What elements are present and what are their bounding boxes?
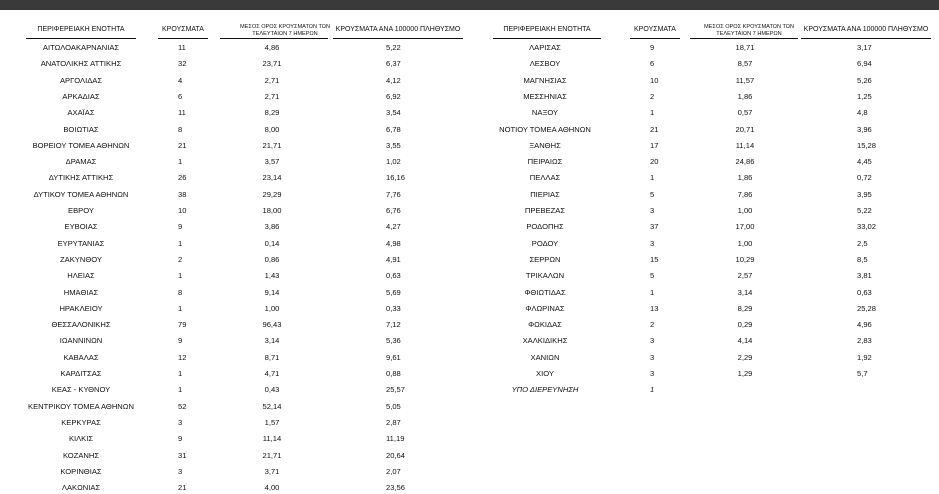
cases-cell: 9: [178, 434, 183, 444]
region-cell: ΛΕΣΒΟΥ: [529, 59, 561, 69]
table-row: [0, 75, 939, 87]
region-cell: ΚΕΑΣ - ΚΥΘΝΟΥ: [51, 385, 111, 395]
region-cell: ΚΟΡΙΝΘΙΑΣ: [60, 466, 102, 476]
mean-cell: 29,29: [262, 189, 282, 199]
per100k-cell: 4,98: [386, 238, 401, 248]
header-per100k: ΚΡΟΥΣΜΑΤΑ ΑΝΑ 100000 ΠΛΗΘΥΣΜΟ: [335, 26, 461, 33]
region-cell: ΠΙΕΡΙΑΣ: [530, 189, 560, 199]
header-underline: [333, 38, 463, 39]
cases-cell: 3: [650, 352, 655, 362]
mean-cell: 24,86: [735, 157, 755, 167]
cases-cell: 5: [650, 189, 655, 199]
region-cell: ΚΕΝΤΡΙΚΟΥ ΤΟΜΕΑ ΑΘΗΝΩΝ: [28, 401, 134, 411]
region-cell: ΣΕΡΡΩΝ: [529, 254, 561, 264]
header-underline: [26, 38, 136, 39]
top-bar: [0, 0, 939, 10]
header-mean: [688, 24, 810, 37]
cases-cell: 1: [178, 238, 183, 248]
mean-cell: 3,14: [264, 336, 280, 346]
table-row: [0, 91, 939, 103]
mean-cell: 4,00: [264, 483, 280, 493]
table-row: [0, 270, 939, 282]
per100k-cell: 7,76: [386, 189, 401, 199]
region-cell: ΑΡΚΑΔΙΑΣ: [62, 91, 100, 101]
cases-cell: 3: [650, 336, 655, 346]
cases-cell: 11: [178, 108, 186, 118]
region-cell: ΗΡΑΚΛΕΙΟΥ: [59, 303, 103, 313]
per100k-cell: 33,02: [857, 222, 877, 232]
region-cell: ΑΙΤΩΛΟΑΚΑΡΝΑΝΙΑΣ: [42, 43, 120, 52]
mean-cell: 18,71: [735, 43, 755, 52]
cases-cell: 10: [178, 206, 187, 215]
header-underline: [158, 38, 208, 39]
cases-cell: 37: [650, 222, 659, 232]
region-cell: ΞΑΝΘΗΣ: [529, 140, 561, 150]
mean-cell: 8,29: [737, 303, 753, 313]
cases-cell: 6: [178, 91, 183, 101]
mean-cell: 17,00: [735, 222, 755, 232]
region-cell: ΠΕΙΡΑΙΩΣ: [527, 157, 563, 167]
header-cases: ΚΡΟΥΣΜΑΤΑ: [162, 26, 204, 33]
region-cell: ΔΡΑΜΑΣ: [65, 157, 97, 167]
mean-cell: 1,00: [737, 238, 753, 248]
mean-cell: 11,57: [735, 75, 755, 85]
region-cell: ΧΑΛΚΙΔΙΚΗΣ: [522, 336, 568, 346]
table-row: [0, 466, 939, 478]
header-underline: [220, 38, 328, 39]
cases-cell: 9: [178, 222, 183, 232]
table-row: [0, 107, 939, 119]
header-region: ΠΕΡΙΦΕΡΕΙΑΚΗ ΕΝΟΤΗΤΑ: [503, 26, 591, 33]
mean-cell: 0,86: [264, 254, 280, 264]
table-row: [0, 140, 939, 152]
mean-cell: 1,57: [264, 417, 280, 427]
per100k-cell: 6,92: [386, 91, 401, 101]
per100k-cell: 1,02: [386, 157, 401, 167]
header-mean-line2: ΤΕΛΕΥΤΑΙΩΝ 7 ΗΜΕΡΩΝ: [252, 30, 318, 37]
region-cell: ΧΑΝΙΩΝ: [530, 352, 560, 362]
mean-cell: 4,14: [737, 336, 753, 346]
per100k-cell: 5,05: [386, 401, 401, 411]
per100k-cell: 3,54: [386, 108, 401, 118]
table-row: [0, 238, 939, 250]
mean-cell: 0,57: [737, 108, 753, 118]
mean-cell: 20,71: [735, 124, 755, 134]
per100k-cell: 3,95: [857, 189, 872, 199]
per100k-cell: 5,69: [386, 287, 401, 297]
per100k-cell: 3,55: [386, 140, 401, 150]
cases-cell: 1: [178, 271, 183, 281]
cases-cell: 52: [178, 401, 187, 411]
per100k-cell: 2,5: [857, 238, 868, 248]
cases-cell: 21: [178, 483, 187, 493]
cases-cell: 6: [650, 59, 655, 69]
per100k-cell: 20,64: [386, 450, 406, 460]
per100k-cell: 0,88: [386, 369, 401, 378]
region-cell: ΦΘΙΩΤΙΔΑΣ: [524, 287, 566, 297]
region-cell: ΛΑΚΩΝΙΑΣ: [61, 483, 101, 493]
cases-cell: 12: [178, 352, 187, 362]
mean-cell: 1,86: [737, 91, 753, 101]
table-row: [0, 352, 939, 364]
mean-cell: 1,00: [264, 303, 280, 313]
header-region: ΠΕΡΙΦΕΡΕΙΑΚΗ ΕΝΟΤΗΤΑ: [37, 26, 125, 33]
per100k-cell: 0,63: [857, 287, 872, 297]
region-cell: ΝΑΞΟΥ: [531, 108, 559, 118]
region-cell: ΠΡΕΒΕΖΑΣ: [524, 206, 566, 215]
region-cell: ΚΑΒΑΛΑΣ: [63, 352, 99, 362]
cases-cell: 1: [650, 287, 655, 297]
per100k-cell: 0,72: [857, 173, 872, 183]
cases-cell: 2: [650, 91, 655, 101]
per100k-cell: 4,45: [857, 157, 872, 167]
region-cell: ΙΩΑΝΝΙΝΩΝ: [59, 336, 103, 346]
per100k-cell: 3,17: [857, 43, 872, 52]
mean-cell: 52,14: [262, 401, 282, 411]
header-underline: [690, 38, 798, 39]
per100k-cell: 6,76: [386, 206, 401, 215]
mean-cell: 0,14: [264, 238, 280, 248]
region-cell: ΧΙΟΥ: [536, 369, 554, 378]
table-row: [0, 189, 939, 201]
per100k-cell: 0,33: [386, 303, 401, 313]
mean-cell: 11,14: [735, 140, 755, 150]
header-mean-line1: ΜΕΣΟΣ ΟΡΟΣ ΚΡΟΥΣΜΑΤΩΝ ΤΩΝ: [240, 24, 330, 30]
region-cell: ΚΙΛΚΙΣ: [68, 434, 94, 444]
per100k-cell: 2,07: [386, 466, 401, 476]
per100k-cell: 2,87: [386, 417, 401, 427]
region-cell: ΡΟΔΟΥ: [531, 238, 559, 248]
per100k-cell: 7,12: [386, 320, 401, 330]
region-cell: ΕΥΒΟΙΑΣ: [64, 222, 98, 232]
mean-cell: 2,29: [737, 352, 753, 362]
mean-cell: 3,86: [264, 222, 280, 232]
per100k-cell: 5,22: [857, 206, 872, 215]
cases-cell: 1: [178, 157, 183, 167]
table-row: [0, 417, 939, 429]
mean-cell: 18,00: [262, 206, 282, 215]
cases-cell: 15: [650, 254, 659, 264]
table-row: [0, 124, 939, 136]
cases-cell: 9: [178, 336, 183, 346]
cases-cell: 5: [650, 271, 655, 281]
region-cell: ΚΑΡΔΙΤΣΑΣ: [60, 369, 102, 378]
mean-cell: 3,57: [264, 157, 280, 167]
mean-cell: 1,00: [737, 206, 753, 215]
region-cell: ΗΛΕΙΑΣ: [67, 271, 95, 281]
table-row: [0, 319, 939, 331]
mean-cell: 1,43: [264, 271, 280, 281]
per100k-cell: 4,27: [386, 222, 401, 232]
per100k-cell: 25,57: [386, 385, 406, 395]
mean-cell: 7,86: [737, 189, 753, 199]
mean-cell: 9,14: [264, 287, 280, 297]
per100k-cell: 5,36: [386, 336, 401, 346]
cases-cell: 3: [650, 369, 655, 378]
mean-cell: 23,71: [262, 59, 282, 69]
per100k-cell: 1,25: [857, 91, 872, 101]
region-cell: ΔΥΤΙΚΗΣ ΑΤΤΙΚΗΣ: [48, 173, 114, 183]
header-per100k: ΚΡΟΥΣΜΑΤΑ ΑΝΑ 100000 ΠΛΗΘΥΣΜΟ: [803, 26, 929, 33]
per100k-cell: 6,94: [857, 59, 872, 69]
per100k-cell: 6,37: [386, 59, 401, 69]
table-row: [0, 205, 939, 217]
mean-cell: 23,14: [262, 173, 282, 183]
table-row: [0, 401, 939, 413]
mean-cell: 21,71: [262, 450, 282, 460]
mean-cell: 3,14: [737, 287, 753, 297]
mean-cell: 3,71: [264, 466, 280, 476]
table-row: [0, 384, 939, 396]
region-cell: ΚΟΖΑΝΗΣ: [62, 450, 100, 460]
cases-cell: 26: [178, 173, 187, 183]
region-cell: ΡΟΔΟΠΗΣ: [526, 222, 564, 232]
cases-cell: 1: [650, 385, 655, 395]
per100k-cell: 5,7: [857, 369, 868, 378]
table-row: [0, 433, 939, 445]
mean-cell: 0,43: [264, 385, 280, 395]
per100k-cell: 23,56: [386, 483, 406, 493]
table-row: [0, 335, 939, 347]
header-mean-line2: ΤΕΛΕΥΤΑΙΩΝ 7 ΗΜΕΡΩΝ: [716, 30, 782, 37]
region-cell: ΥΠΟ ΔΙΕΡΕΥΝΗΣΗ: [511, 385, 579, 395]
cases-cell: 3: [178, 417, 183, 427]
mean-cell: 96,43: [262, 320, 282, 330]
region-cell: ΛΑΡΙΣΑΣ: [529, 43, 561, 52]
cases-cell: 20: [650, 157, 659, 167]
mean-cell: 10,29: [735, 254, 755, 264]
header-mean: [224, 24, 346, 37]
cases-cell: 3: [650, 206, 655, 215]
mean-cell: 1,29: [737, 369, 753, 378]
per100k-cell: 5,22: [386, 43, 401, 52]
region-cell: ΒΟΙΩΤΙΑΣ: [63, 124, 99, 134]
cases-cell: 1: [650, 173, 655, 183]
table-row: [0, 482, 939, 494]
cases-cell: 32: [178, 59, 187, 69]
table-row: [0, 58, 939, 70]
mean-cell: 8,29: [264, 108, 280, 118]
mean-cell: 2,71: [264, 75, 280, 85]
per100k-cell: 0,63: [386, 271, 401, 281]
per100k-cell: 3,96: [857, 124, 872, 134]
mean-cell: 2,71: [264, 91, 280, 101]
cases-cell: 9: [650, 43, 655, 52]
mean-cell: 1,86: [737, 173, 753, 183]
cases-cell: 4: [178, 75, 183, 85]
cases-cell: 1: [178, 369, 183, 378]
table-row: [0, 368, 939, 380]
per100k-cell: 1,92: [857, 352, 872, 362]
per100k-cell: 8,5: [857, 254, 868, 264]
table-row: [0, 287, 939, 299]
mean-cell: 2,57: [737, 271, 753, 281]
per100k-cell: 15,28: [857, 140, 877, 150]
per100k-cell: 2,83: [857, 336, 872, 346]
region-cell: ΑΧΑΪΑΣ: [67, 108, 95, 118]
table-row: [0, 156, 939, 168]
cases-cell: 38: [178, 189, 187, 199]
header-underline: [801, 38, 931, 39]
region-cell: ΕΒΡΟΥ: [68, 206, 94, 215]
table-row: [0, 42, 939, 54]
table-row: [0, 221, 939, 233]
cases-cell: 31: [178, 450, 187, 460]
region-cell: ΖΑΚΥΝΘΟΥ: [60, 254, 102, 264]
mean-cell: 21,71: [262, 140, 282, 150]
region-cell: ΚΕΡΚΥΡΑΣ: [61, 417, 101, 427]
cases-cell: 11: [178, 43, 186, 52]
cases-cell: 8: [178, 287, 183, 297]
per100k-cell: 25,28: [857, 303, 877, 313]
region-cell: ΑΝΑΤΟΛΙΚΗΣ ΑΤΤΙΚΗΣ: [40, 59, 122, 69]
header-underline: [630, 38, 680, 39]
per100k-cell: 4,8: [857, 108, 868, 118]
table-row: [0, 172, 939, 184]
mean-cell: 11,14: [262, 434, 282, 444]
region-cell: ΝΟΤΙΟΥ ΤΟΜΕΑ ΑΘΗΝΩΝ: [499, 124, 591, 134]
region-cell: ΕΥΡΥΤΑΝΙΑΣ: [57, 238, 105, 248]
header-cases: ΚΡΟΥΣΜΑΤΑ: [634, 26, 676, 33]
table-row: [0, 254, 939, 266]
mean-cell: 0,29: [737, 320, 753, 330]
cases-cell: 21: [178, 140, 187, 150]
region-cell: ΦΩΚΙΔΑΣ: [528, 320, 562, 330]
cases-cell: 10: [650, 75, 659, 85]
region-cell: ΗΜΑΘΙΑΣ: [63, 287, 99, 297]
region-cell: ΤΡΙΚΑΛΩΝ: [525, 271, 565, 281]
region-cell: ΜΕΣΣΗΝΙΑΣ: [523, 91, 567, 101]
per100k-cell: 11,19: [386, 434, 405, 444]
cases-cell: 17: [650, 140, 659, 150]
per100k-cell: 5,26: [857, 75, 872, 85]
per100k-cell: 16,16: [386, 173, 406, 183]
mean-cell: 8,00: [264, 124, 280, 134]
per100k-cell: 9,61: [386, 352, 401, 362]
per100k-cell: 6,78: [386, 124, 401, 134]
per100k-cell: 4,96: [857, 320, 872, 330]
cases-cell: 3: [650, 238, 655, 248]
cases-cell: 3: [178, 466, 183, 476]
per100k-cell: 4,91: [386, 254, 401, 264]
header-underline: [493, 38, 601, 39]
cases-cell: 2: [178, 254, 183, 264]
cases-cell: 13: [650, 303, 659, 313]
cases-cell: 1: [178, 385, 183, 395]
per100k-cell: 3,81: [857, 271, 872, 281]
per100k-cell: 4,12: [386, 75, 401, 85]
region-cell: ΜΑΓΝΗΣΙΑΣ: [523, 75, 567, 85]
region-cell: ΒΟΡΕΙΟΥ ΤΟΜΕΑ ΑΘΗΝΩΝ: [32, 140, 130, 150]
region-cell: ΑΡΓΟΛΙΔΑΣ: [59, 75, 103, 85]
mean-cell: 4,71: [264, 369, 280, 378]
region-cell: ΠΕΛΛΑΣ: [529, 173, 561, 183]
cases-cell: 2: [650, 320, 655, 330]
cases-cell: 1: [650, 108, 655, 118]
cases-cell: 1: [178, 303, 183, 313]
region-cell: ΔΥΤΙΚΟΥ ΤΟΜΕΑ ΑΘΗΝΩΝ: [33, 189, 129, 199]
cases-cell: 79: [178, 320, 187, 330]
mean-cell: 4,86: [264, 43, 280, 52]
cases-cell: 8: [178, 124, 183, 134]
table-row: [0, 450, 939, 462]
region-cell: ΘΕΣΣΑΛΟΝΙΚΗΣ: [51, 320, 111, 330]
mean-cell: 8,71: [264, 352, 280, 362]
mean-cell: 8,57: [737, 59, 753, 69]
table-row: [0, 303, 939, 315]
region-cell: ΦΛΩΡΙΝΑΣ: [525, 303, 565, 313]
header-mean-line1: ΜΕΣΟΣ ΟΡΟΣ ΚΡΟΥΣΜΑΤΩΝ ΤΩΝ: [704, 24, 794, 30]
cases-cell: 21: [650, 124, 659, 134]
